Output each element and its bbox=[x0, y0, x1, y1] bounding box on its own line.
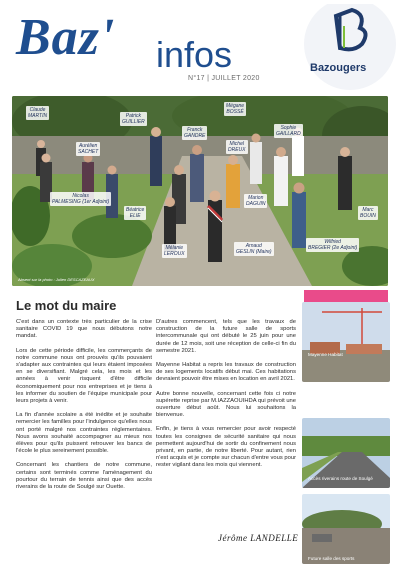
newsletter-subtitle: infos bbox=[156, 34, 233, 75]
article-title: Le mot du maire bbox=[16, 298, 117, 313]
name-tag: Wilfried BREGIER (2e Adjoint) bbox=[308, 239, 358, 251]
paragraph: La fin d'année scolaire a été inédite et je souhaite remercier les familles pour l'indulgence qu'elles nous ont porté malgré nos contraintes réglementaires. Nous avons souhaité accompagner au mieux nos élèves pour qu'ils puissent retrouver les bancs de l'école le plus sereinement possible. bbox=[16, 412, 152, 455]
article-column-2 bbox=[156, 319, 296, 477]
name-tag: Nicolas PALMESING (1er Adjoint) bbox=[52, 193, 110, 205]
photo-mayenne-habitat bbox=[302, 302, 390, 382]
photo-caption: Mayenne Habitat bbox=[308, 352, 343, 357]
name-tag: Aurélien SACHET bbox=[78, 143, 99, 155]
name-tag: Michel DREUX bbox=[228, 141, 246, 153]
name-tag: Mélanie LEROUX bbox=[164, 245, 185, 257]
photo-credit: Absent sur la photo : Julien DESCAZEAUX bbox=[18, 277, 95, 282]
photo-acces-riverains bbox=[302, 418, 390, 488]
logo-icon bbox=[300, 4, 400, 90]
page-header bbox=[0, 0, 400, 96]
group-photo-illustration bbox=[12, 96, 388, 286]
paragraph: Lors de cette période difficile, les commerçants de notre commune nous ont prouvés qu'ils pouvaient s'adapter aux contraintes qui leurs étaient imposées en se diversifiant. Malgré cela, les mois et les années à venir risquent d'être difficile économiquement pour nos entreprises et je tiens à les informer du soutien de l'équipe municipale pour leurs projets à venir. bbox=[16, 347, 152, 405]
town-logo bbox=[300, 4, 400, 90]
construction-site-illustration bbox=[302, 302, 390, 382]
accent-bar bbox=[304, 290, 388, 302]
article-column-1 bbox=[16, 319, 152, 498]
photo-caption: Future salle des sports bbox=[308, 556, 355, 561]
photo-caption: Accès riverains route de Soulgé bbox=[308, 476, 373, 481]
paragraph: Enfin, je tiens à vous remercier pour avoir respecté toutes les consignes de sécurité sanitaire qui nous permettent aujourd'hui de sortir du confinement nous privant, en partie, de notre liberté. Pour autant, rien n'est acquis et je compte sur chacun d'entre vous pour rester vigilant dans les mois qui viennent. bbox=[156, 426, 296, 469]
name-tag: Patrick GUILLIER bbox=[122, 113, 145, 125]
name-tag: Marion DAGUIN bbox=[246, 195, 266, 207]
town-name: Bazougers bbox=[310, 62, 367, 74]
paragraph: Autre bonne nouvelle, concernant cette fois ci notre supérette reprise par M.IAZZAOUIHDA qui prévoit une ouverture début août. Nous lui souhaitons la bienvenue. bbox=[156, 390, 296, 419]
name-tag: Mégane BOSSÉ bbox=[226, 103, 245, 115]
name-tag: Franck GANDRE bbox=[184, 127, 206, 139]
issue-number: N°17 | JUILLET 2020 bbox=[188, 75, 260, 82]
photo-salle-sports bbox=[302, 494, 390, 564]
paragraph: Mayenne Habitat a repris les travaux de construction de ses logements locatifs début mai. Ces habitations devraient pouvoir être mises en location en avril 2021. bbox=[156, 362, 296, 383]
name-tag: Sophie GAILLARD bbox=[276, 125, 301, 137]
paragraph: Concernant les chantiers de notre commune, certains sont terminés comme l'aménagement du pourtour du terrain de tennis ainsi que des accès riverains de la route de Soulgé sur Ouette. bbox=[16, 462, 152, 491]
mayor-signature: Jérôme LANDELLE bbox=[218, 533, 299, 543]
council-group-photo bbox=[12, 96, 388, 286]
name-tag: Marc BOUIN bbox=[360, 207, 376, 219]
sports-hall-site-illustration bbox=[302, 494, 390, 564]
name-tag: Béatrice ELIE bbox=[126, 207, 145, 219]
name-tag: Claude MARTIN bbox=[28, 107, 48, 119]
paragraph: C'est dans un contexte très particulier de la crise sanitaire COVID 19 que nous débutons notre mandat. bbox=[16, 319, 152, 340]
newsletter-title: Baz' bbox=[16, 9, 116, 66]
name-tag: Arnaud GESLIN (Maire) bbox=[236, 243, 272, 255]
paragraph: D'autres commencent, tels que les travaux de construction de la future salle de sports intercommunale qui ont débuté le 25 juin pour une durée de 12 mois, soit une réception de celle-ci fin du semestre 2021. bbox=[156, 319, 296, 354]
